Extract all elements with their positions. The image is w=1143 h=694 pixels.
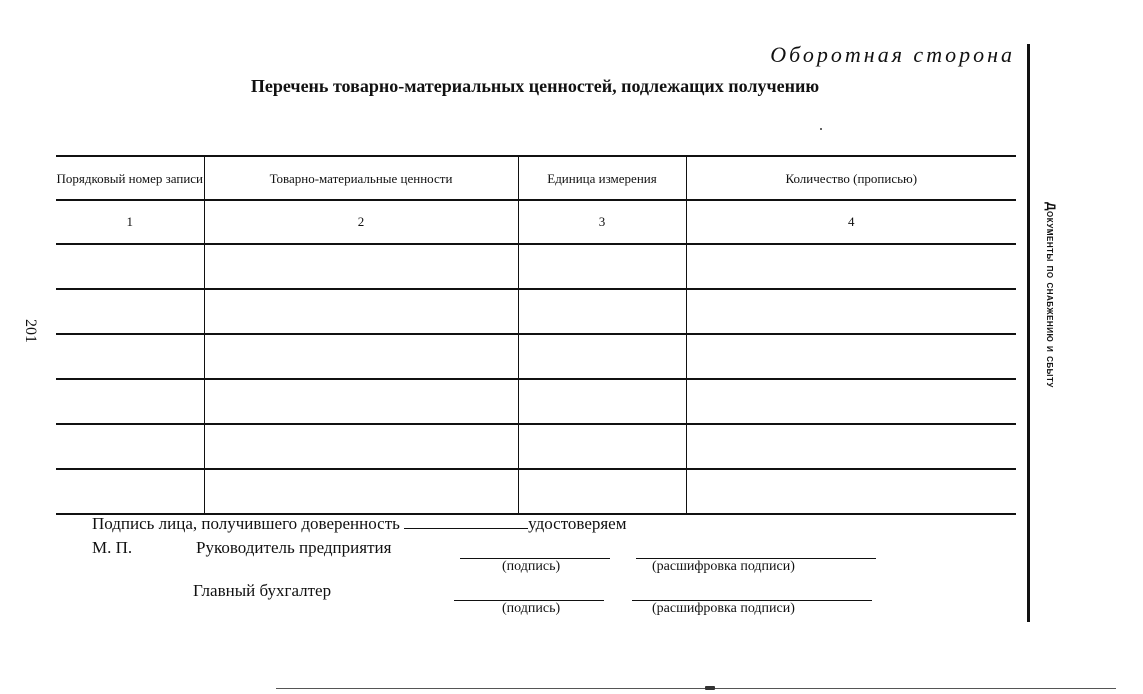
table-cell[interactable]	[204, 334, 518, 379]
table-cell[interactable]	[204, 379, 518, 424]
stamp-label: М. П.	[92, 538, 133, 557]
accountant-label: Главный бухгалтер	[193, 581, 332, 600]
table-cell[interactable]	[518, 244, 686, 289]
column-number: 1	[56, 200, 204, 244]
table-cell[interactable]	[518, 424, 686, 469]
table-row	[56, 379, 1016, 424]
column-header-unit: Единица измерения	[518, 156, 686, 200]
table-header-row	[56, 156, 1016, 200]
signature-caption: (подпись)	[502, 601, 561, 616]
proxy-signature-field[interactable]	[404, 514, 528, 529]
certify-line	[92, 514, 627, 534]
side-section-label: Документы по снабжению и сбыту	[1044, 202, 1058, 388]
document-title: Перечень товарно-материальных ценностей, подлежащих получению	[250, 76, 820, 96]
table-cell[interactable]	[204, 424, 518, 469]
table-cell[interactable]	[686, 334, 1016, 379]
decoding-caption: (расшифровка подписи)	[652, 601, 795, 616]
column-header-record-number: Порядковый номер записи	[56, 156, 204, 200]
certify-suffix: удостоверяем	[528, 514, 627, 533]
table-cell[interactable]	[686, 379, 1016, 424]
table-cell[interactable]	[518, 289, 686, 334]
director-label: Руководитель предприятия	[196, 538, 392, 557]
table-row	[56, 289, 1016, 334]
table-cell[interactable]	[518, 379, 686, 424]
column-number-row	[56, 200, 1016, 244]
table-cell[interactable]	[204, 289, 518, 334]
table-cell[interactable]	[518, 334, 686, 379]
signature-caption: (подпись)	[502, 559, 561, 574]
table-row	[56, 334, 1016, 379]
table-row	[56, 469, 1016, 514]
side-rule	[1027, 44, 1030, 622]
scan-speck	[705, 686, 715, 690]
page-number: 201	[22, 319, 39, 343]
table-row	[56, 424, 1016, 469]
decoding-caption: (расшифровка подписи)	[652, 559, 795, 574]
table-cell[interactable]	[56, 424, 204, 469]
table-cell[interactable]	[56, 379, 204, 424]
scan-speck	[820, 128, 822, 130]
goods-table	[56, 155, 1016, 515]
column-number: 4	[686, 200, 1016, 244]
table-cell[interactable]	[686, 244, 1016, 289]
column-number: 3	[518, 200, 686, 244]
column-header-goods: Товарно-материальные ценности	[204, 156, 518, 200]
table-cell[interactable]	[56, 289, 204, 334]
table-cell[interactable]	[686, 469, 1016, 514]
table-cell[interactable]	[686, 424, 1016, 469]
certify-prefix: Подпись лица, получившего доверенность	[92, 514, 400, 533]
table-cell[interactable]	[204, 244, 518, 289]
table-cell[interactable]	[204, 469, 518, 514]
table-cell[interactable]	[56, 244, 204, 289]
bottom-rule	[276, 688, 1116, 689]
table-cell[interactable]	[56, 334, 204, 379]
table-cell[interactable]	[518, 469, 686, 514]
column-number: 2	[204, 200, 518, 244]
table-cell[interactable]	[56, 469, 204, 514]
reverse-side-label: Оборотная сторона	[770, 42, 1015, 67]
table-cell[interactable]	[686, 289, 1016, 334]
table-row	[56, 244, 1016, 289]
column-header-quantity: Количество (прописью)	[686, 156, 1016, 200]
